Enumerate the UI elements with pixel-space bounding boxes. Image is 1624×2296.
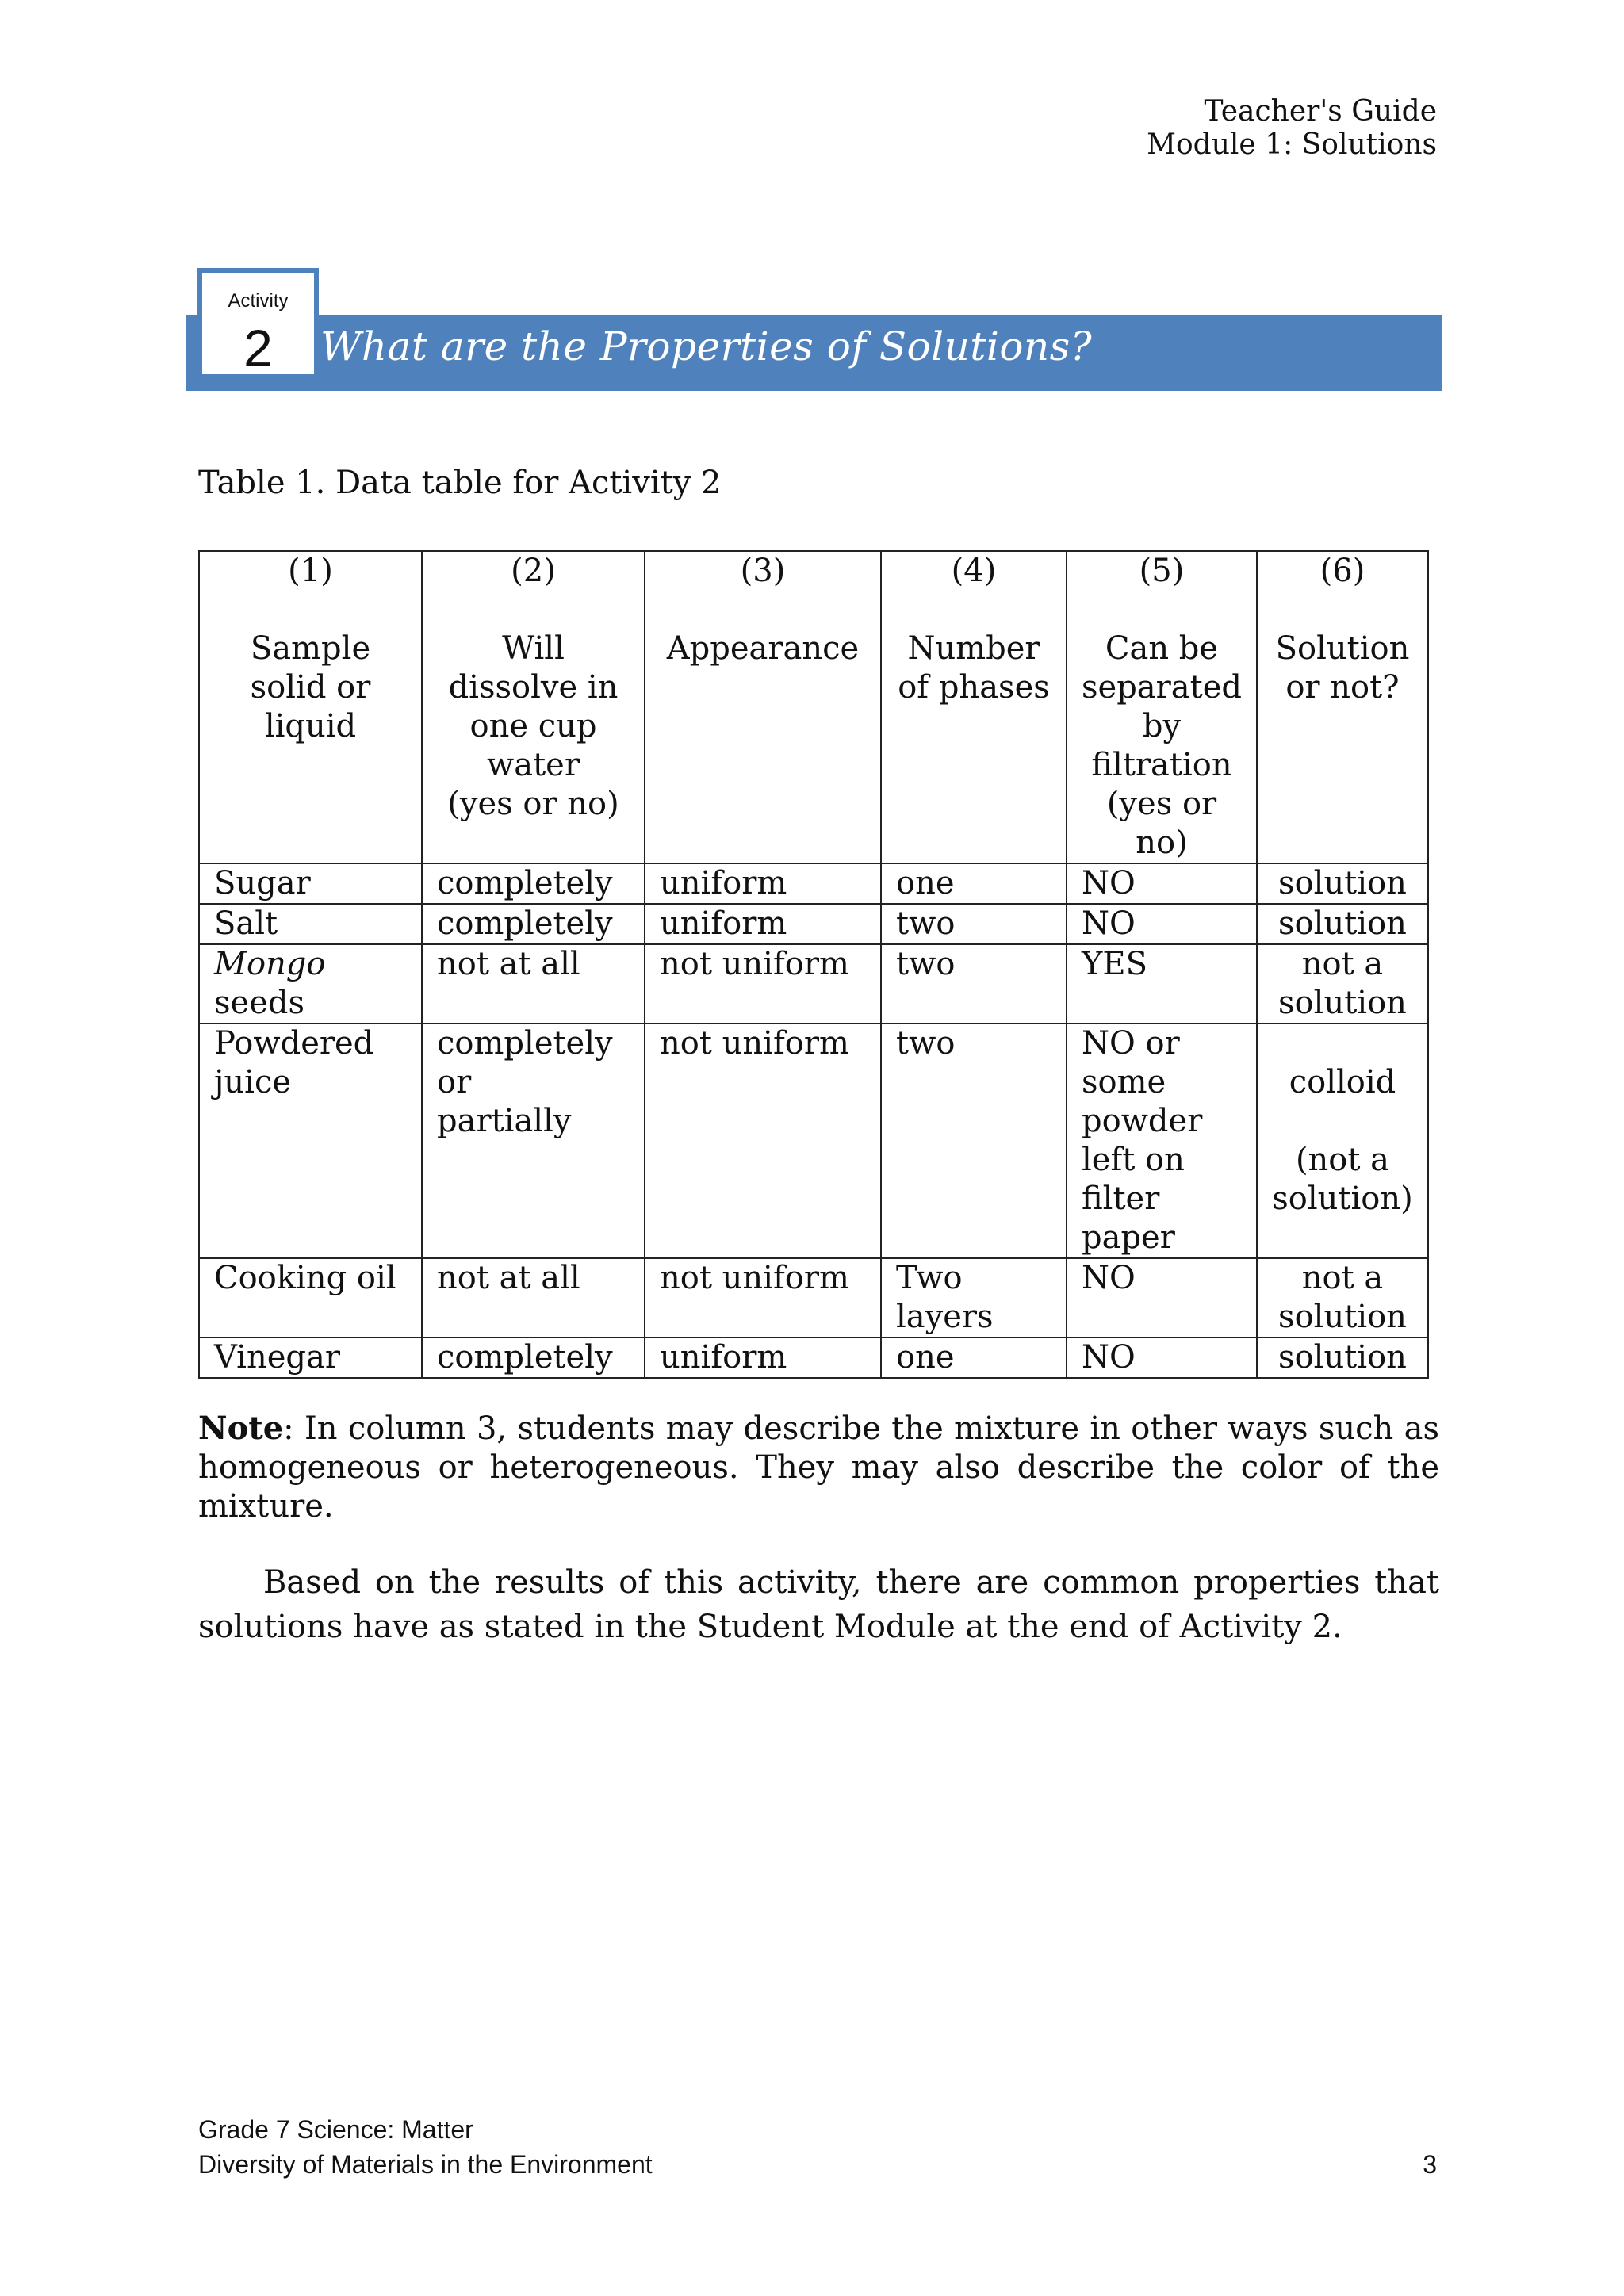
table-cell: Vinegar bbox=[199, 1337, 422, 1378]
activity-title: What are the Properties of Solutions? bbox=[320, 323, 1093, 369]
table-cell: two bbox=[881, 1024, 1067, 1258]
table-cell: one bbox=[881, 863, 1067, 904]
table-cell: uniform bbox=[645, 904, 881, 944]
table-cell: completely bbox=[422, 904, 645, 944]
table-cell: solution bbox=[1257, 863, 1428, 904]
table-cell: YES bbox=[1067, 944, 1257, 1024]
table-cell: not uniform bbox=[645, 944, 881, 1024]
table-cell: solution bbox=[1257, 904, 1428, 944]
table-cell: solution bbox=[1257, 1337, 1428, 1378]
table-cell: NO bbox=[1067, 863, 1257, 904]
header-cell: (2) Will dissolve in one cup water (yes or no) bbox=[422, 551, 645, 863]
header-cell: (6) Solution or not? bbox=[1257, 551, 1428, 863]
data-table bbox=[198, 550, 1429, 1379]
page-header bbox=[1147, 95, 1437, 162]
footer-unit: Diversity of Materials in the Environment bbox=[198, 2150, 653, 2179]
header-cell: (3) Appearance bbox=[645, 551, 881, 863]
body-paragraph: Based on the results of this activity, there are common properties that solutions have as stated in the Student Module at the end of Activity 2. bbox=[198, 1564, 1439, 1645]
table-cell bbox=[199, 944, 422, 1024]
table-row bbox=[199, 1258, 1428, 1337]
table-cell: Powdered juice bbox=[199, 1024, 422, 1258]
table-cell: not at all bbox=[422, 944, 645, 1024]
note-text: : In column 3, students may describe the mixture in other ways such as homogeneous or heterogeneous. They may also describe the color of the mixture. bbox=[198, 1410, 1439, 1525]
table-cell: Two layers bbox=[881, 1258, 1067, 1337]
table-cell: NO or some powder left on filter paper bbox=[1067, 1024, 1257, 1258]
table-cell: completely bbox=[422, 1337, 645, 1378]
table-cell: not a solution bbox=[1257, 1258, 1428, 1337]
table-cell: NO bbox=[1067, 904, 1257, 944]
table-cell: uniform bbox=[645, 1337, 881, 1378]
note-label: Note bbox=[198, 1410, 284, 1447]
header-guide-title: Teacher's Guide bbox=[1204, 95, 1437, 128]
activity-number: 2 bbox=[243, 319, 273, 377]
header-cell: (4) Number of phases bbox=[881, 551, 1067, 863]
table-cell: two bbox=[881, 944, 1067, 1024]
table-row bbox=[199, 863, 1428, 904]
page-footer bbox=[198, 2112, 653, 2182]
table-cell: two bbox=[881, 904, 1067, 944]
table-cell: NO bbox=[1067, 1337, 1257, 1378]
table-cell: one bbox=[881, 1337, 1067, 1378]
table-cell: NO bbox=[1067, 1258, 1257, 1337]
table-cell: Sugar bbox=[199, 863, 422, 904]
sample-name-rest: seeds bbox=[214, 985, 305, 1021]
header-cell: (1) Sample solid or liquid bbox=[199, 551, 422, 863]
table-cell: not at all bbox=[422, 1258, 645, 1337]
note-paragraph bbox=[198, 1409, 1439, 1526]
table-row bbox=[199, 904, 1428, 944]
table-row bbox=[199, 944, 1428, 1024]
table-cell: not uniform bbox=[645, 1024, 881, 1258]
header-module-title: Module 1: Solutions bbox=[1147, 128, 1437, 161]
activity-number-box bbox=[197, 268, 319, 379]
table-caption: Table 1. Data table for Activity 2 bbox=[198, 465, 722, 501]
activity-label: Activity bbox=[228, 290, 289, 312]
table-row bbox=[199, 1337, 1428, 1378]
table-cell: Salt bbox=[199, 904, 422, 944]
table-cell: Cooking oil bbox=[199, 1258, 422, 1337]
table-row bbox=[199, 1024, 1428, 1258]
table-cell: not a solution bbox=[1257, 944, 1428, 1024]
sample-name-italic: Mongo bbox=[214, 946, 326, 982]
table-cell: uniform bbox=[645, 863, 881, 904]
footer-course: Grade 7 Science: Matter bbox=[198, 2115, 473, 2144]
table-header-row bbox=[199, 551, 1428, 863]
table-cell: completely bbox=[422, 863, 645, 904]
table-cell: completely or partially bbox=[422, 1024, 645, 1258]
page-number: 3 bbox=[1423, 2150, 1437, 2179]
header-cell: (5) Can be separated by filtration (yes or no) bbox=[1067, 551, 1257, 863]
table-cell: colloid (not a solution) bbox=[1257, 1024, 1428, 1258]
table-cell: not uniform bbox=[645, 1258, 881, 1337]
